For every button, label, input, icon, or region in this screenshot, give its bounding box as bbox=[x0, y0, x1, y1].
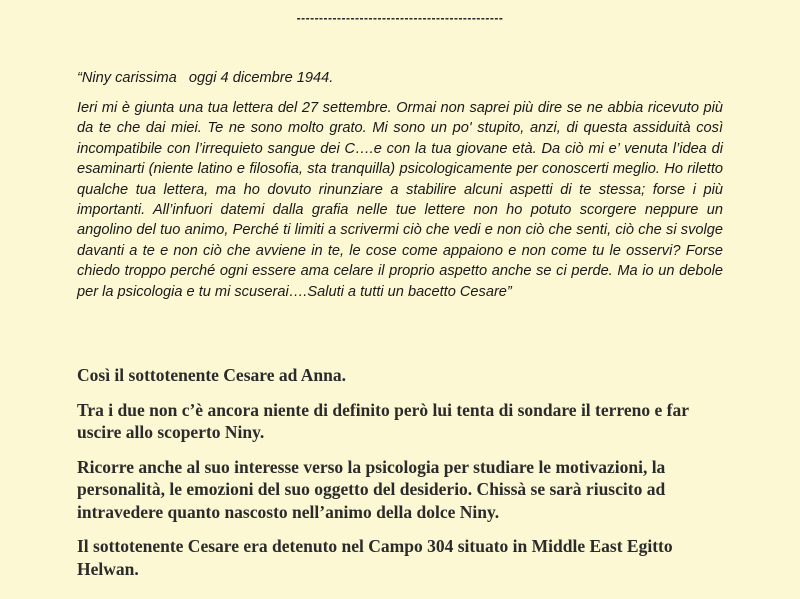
commentary-paragraph: Tra i due non c’è ancora niente di definito però lui tenta di sondare il terreno e far uscire allo scoperto Niny. bbox=[77, 399, 689, 442]
letter-quote bbox=[77, 68, 723, 302]
commentary-section bbox=[77, 364, 723, 592]
letter-body: Ieri mi è giunta una tua lettera del 27 settembre. Ormai non saprei più dire se ne abbia ricevuto più da te che dai miei. Te ne sono molto grato. Mi sono un po' stupito, anzi, di questa assiduità così incompatibile con l’irrequieto sangue dei C….e con la tua giovane età. Da ciò mi e’ venuta l’idea di esaminarti (niente latino e filosofia, sta tranquilla) psicologicamente per conoscerti meglio. Ho riletto qualche tua lettera, ma ho dovuto rinunziare a stabilire alcuni aspetti di te stessa; forse i più importanti. All’infuori datemi dalla grafia nelle tue lettere non ho potuto scorgere neppure un angolino del tuo animo, Perché ti limiti a scrivermi ciò che vedi e non ciò che senti, ciò che si svolge davanti a te e non ciò che avviene in te, le cose come appaiono e non come tu le osservi? Forse chiedo troppo perché ogni essere ama celare il proprio aspetto anche se ci perde. Ma io un debole per la psicologia e tu mi scuserai….Saluti a tutti un bacetto Cesare” bbox=[77, 100, 723, 300]
commentary-paragraph: Così il sottotenente Cesare ad Anna. bbox=[77, 365, 346, 385]
commentary-paragraph: Ricorre anche al suo interesse verso la psicologia per studiare le motivazioni, la personalità, le emozioni del suo oggetto del desiderio. Chissà se sarà riuscito ad intravedere quanto nascosto nell’animo della dolce Niny. bbox=[77, 456, 666, 522]
commentary-paragraph: Il sottotenente Cesare era detenuto nel Campo 304 situato in Middle East Egitto Helwan. bbox=[77, 536, 673, 579]
letter-salutation: “Niny carissima oggi 4 dicembre 1944. bbox=[77, 70, 334, 86]
divider-line: ---------------------------------------------- bbox=[296, 11, 504, 25]
